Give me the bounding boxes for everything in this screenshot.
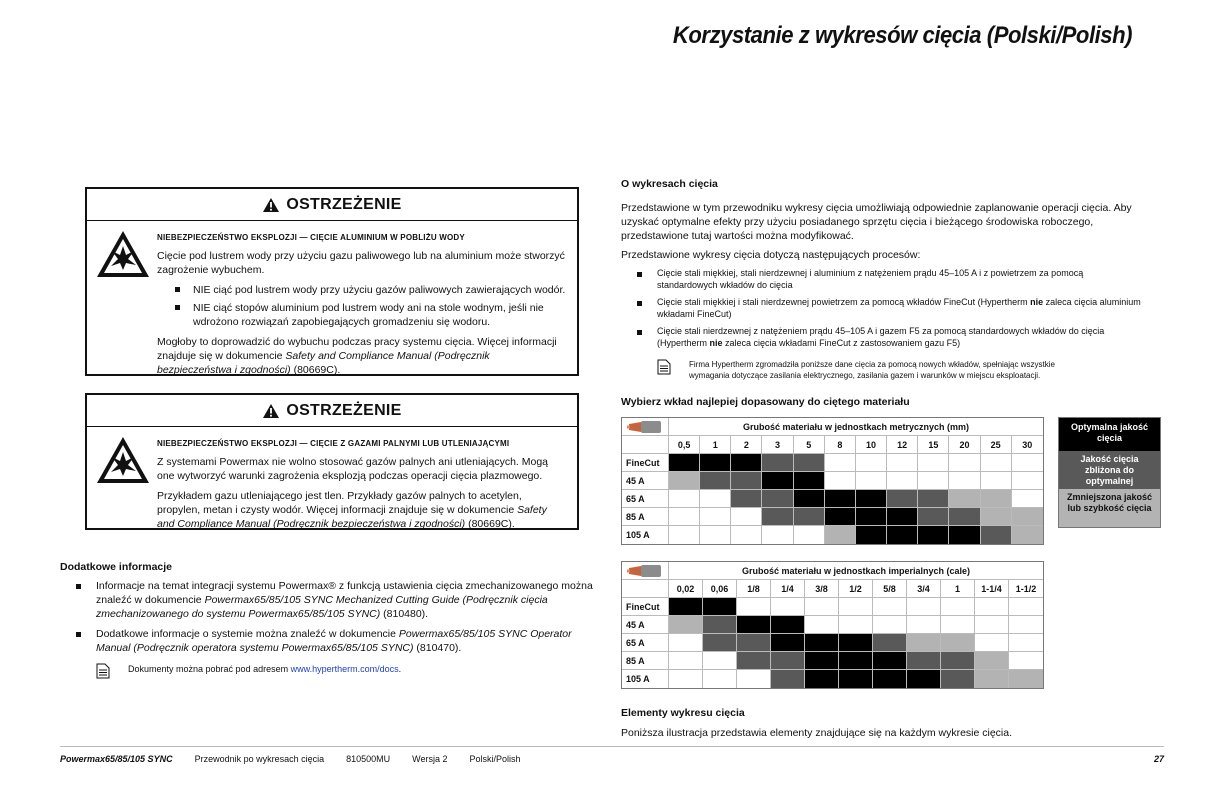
quality-cell [941,616,975,633]
thickness-column-label: 3 [762,436,793,453]
quality-cell [981,472,1012,489]
quality-cell [771,652,805,669]
select-consumable-heading: Wybierz wkład najlepiej dopasowany do ciętego materiału [621,396,910,408]
warning-subheading: NIEBEZPIECZEŃSTWO EKSPLOZJI — CIĘCIE Z GAZAMI PALNYMI LUB UTLENIAJĄCYMI [157,439,510,448]
quality-cell [700,508,731,525]
quality-cell [873,598,907,615]
quality-cell [949,472,980,489]
quality-cell [669,652,703,669]
list-item: Cięcie stali nierdzewnej z natężeniem prądu 45–105 A i gazem F5 za pomocą standardowych wkładów do cięcia (Hypertherm nie zaleca cięcia wkładami FineCut z zastosowaniem gazu F5) [629,325,1144,349]
table-row [622,598,1043,616]
consumable-label: 65 A [622,634,669,651]
legend-optimal: Optymalna jakość cięcia [1059,418,1160,451]
quality-cell [669,508,700,525]
thickness-column-label: 5 [794,436,825,453]
quality-cell [731,472,762,489]
quality-cell [918,454,949,471]
warning-bullet: NIE ciąć pod lustrem wody przy użyciu gazów paliwowych zawierających wodór. [175,283,567,297]
list-item: Informacje na temat integracji systemu Powermax® z funkcją ustawienia cięcia zmechanizowanego można znaleźć w dokumencie Powermax65/85/105 SYNC Mechanized Cutting Guide (Podręcznik cięcia zmechanizowanego do systemu Powermax65/85/105 SYNC) (810480). [68,579,593,621]
quality-cell [762,454,793,471]
thickness-column-label: 1 [941,580,975,597]
quality-cell [669,472,700,489]
quality-cell [731,454,762,471]
thickness-column-label: 1/8 [737,580,771,597]
quality-cell [907,634,941,651]
thickness-column-label: 12 [887,436,918,453]
list-item: Cięcie stali miękkiej, stali nierdzewnej i aluminium z natężeniem prądu 45–105 A i z powietrzem za pomocą standardowych wkładów do cięcia [629,267,1144,291]
chart-elements-text: Poniższa ilustracja przedstawia elementy znajdujące się na każdym wykresie cięcia. [621,727,1013,739]
explosion-icon [95,229,151,279]
consumable-label: 105 A [622,670,669,688]
additional-info-list [68,579,593,661]
thickness-column-label: 30 [1022,439,1033,450]
footer-brand: Powermax65/85/105 SYNC [60,754,173,764]
quality-cell [762,490,793,507]
quality-cell [737,652,771,669]
thickness-column-label: 0,5 [669,436,700,453]
quality-cell [762,526,793,544]
quality-cell [703,616,737,633]
quality-cell [771,616,805,633]
legend-reduced: Zmniejszona jakość lub szybkość cięcia [1059,489,1160,527]
thickness-column-label: 25 [981,436,1012,453]
footer-code: 810500MU [346,754,391,764]
consumable-label: 65 A [622,490,669,507]
torch-consumable-icon [627,420,663,434]
quality-cell [825,472,856,489]
table-row [622,652,1043,670]
quality-cell [1012,526,1043,544]
explosion-icon [95,435,151,485]
quality-cell [856,508,887,525]
quality-cell [1009,652,1043,669]
quality-cell [731,526,762,544]
thickness-column-label: 10 [856,436,887,453]
list-item: Dodatkowe informacje o systemie można znaleźć w dokumencie Powermax65/85/105 SYNC Operator Manual (Podręcznik operatora systemu Powermax65/85/105 SYNC) (810470). [68,627,593,655]
footer-language: Polski/Polish [469,754,521,764]
list-item: Cięcie stali miękkiej i stali nierdzewnej powietrzem za pomocą wkładów FineCut (Hypertherm nie zaleca cięcia aluminium wkładami FineCut) [629,296,1144,320]
consumable-label: 45 A [622,616,669,633]
quality-cell [941,670,975,688]
quality-cell [839,652,873,669]
note-document-icon [657,359,671,375]
chart-elements-heading: Elementy wykresu cięcia [621,707,745,719]
quality-cell [918,490,949,507]
quality-cell [805,634,839,651]
thickness-column-label: 1/4 [771,580,805,597]
thickness-column-label: 3/8 [805,580,839,597]
warning-triangle-icon [262,403,280,419]
warning-heading: OSTRZEŻENIE [87,189,577,221]
page-footer [60,746,1164,764]
quality-cell [703,652,737,669]
quality-cell [771,598,805,615]
quality-cell [1009,634,1043,651]
consumable-label: 45 A [622,472,669,489]
quality-cell [918,508,949,525]
quality-cell [1012,454,1043,471]
quality-cell [1012,508,1043,525]
quality-cell [873,670,907,688]
quality-cell [700,490,731,507]
thickness-header: Grubość materiału w jednostkach imperialnych (cale) [741,565,971,576]
quality-cell [762,508,793,525]
footer-version: Wersja 2 [412,754,448,764]
consumable-label: 85 A [622,508,669,525]
quality-cell [981,508,1012,525]
quality-cell [794,490,825,507]
thickness-column-label: 20 [949,436,980,453]
quality-cell [737,634,771,651]
consumable-label: FineCut [622,454,669,471]
thickness-column-label: 8 [825,436,856,453]
quality-cell [856,454,887,471]
quality-cell [1009,670,1043,688]
table-row [622,616,1043,634]
quality-cell [669,598,703,615]
quality-cell [669,526,700,544]
docs-note: Dokumenty można pobrać pod adresem www.hypertherm.com/docs. [96,663,401,679]
quality-cell [941,598,975,615]
quality-cell [825,454,856,471]
consumable-label: 85 A [622,652,669,669]
quality-cell [669,670,703,688]
quality-cell [669,634,703,651]
quality-cell [981,490,1012,507]
quality-cell [949,490,980,507]
corner-cell [622,436,669,453]
about-heading: O wykresach cięcia [621,178,718,190]
table-row [622,670,1043,688]
quality-cell [825,490,856,507]
warning-reference: Przykładem gazu utleniającego jest tlen. Przykłady gazów palnych to acetylen, propylen, metan i czysty wodór. Więcej informacji znajduje się w dokumencie Safety and Compliance Manual (Podręcznik bezpieczeństwa i zgodności) (80669C). [157,490,547,530]
process-list [629,267,1144,354]
quality-cell [941,652,975,669]
quality-cell [907,652,941,669]
warning-text: Cięcie pod lustrem wody przy użyciu gazu paliwowego lub na aluminium może stworzyć zagrożenie wybuchem. [157,250,565,276]
warning-heading: OSTRZEŻENIE [87,395,577,427]
quality-cell [975,616,1009,633]
quality-cell [856,472,887,489]
warning-triangle-icon [262,197,280,213]
quality-cell [703,634,737,651]
quality-cell [737,598,771,615]
footer-guide: Przewodnik po wykresach cięcia [194,754,325,764]
docs-link[interactable]: www.hypertherm.com/docs [290,664,399,674]
quality-cell [825,508,856,525]
quality-cell [825,526,856,544]
note-document-icon [96,663,110,679]
quality-cell [918,472,949,489]
page-title: Korzystanie z wykresów cięcia (Polski/Polish) [672,22,1132,49]
thickness-column-label: 0,06 [703,580,737,597]
torch-cell [622,418,669,435]
table-row [622,508,1043,526]
thickness-column-label: 15 [918,436,949,453]
thickness-column-label: 1 [700,436,731,453]
table-row [622,490,1043,508]
about-paragraph: Przedstawione w tym przewodniku wykresy cięcia umożliwiają odpowiednie zaplanowanie operacji cięcia. Aby uzyskać optymalne efekty przy użyciu posiadanego sprzętu cięcia i bieżącego środowiska roboczego, przedstawione tutaj wartości można modyfikować. [621,202,1132,242]
quality-cell [703,598,737,615]
quality-cell [700,526,731,544]
thickness-column-label: 0,02 [669,580,703,597]
quality-cell [839,616,873,633]
quality-cell [873,652,907,669]
thickness-column-label: 1-1/2 [1015,583,1037,594]
quality-cell [794,454,825,471]
warning-text: Z systemami Powermax nie wolno stosować gazów palnych ani utleniających. Mogą one wytworzyć warunki zagrożenia eksplozją podczas operacji cięcia plazmowego. [157,456,549,482]
quality-cell [1012,490,1043,507]
quality-cell [700,472,731,489]
quality-cell [856,526,887,544]
thickness-column-label: 2 [731,436,762,453]
quality-cell [887,508,918,525]
thickness-column-label: 1-1/4 [975,580,1009,597]
quality-cell [794,526,825,544]
warning-subheading: NIEBEZPIECZEŃSTWO EKSPLOZJI — CIĘCIE ALUMINIUM W POBLIŻU WODY [157,233,465,242]
quality-cell [975,652,1009,669]
quality-cell [731,508,762,525]
quality-cell [907,598,941,615]
quality-cell [762,472,793,489]
quality-cell [771,670,805,688]
quality-cell [669,490,700,507]
corner-cell [622,580,669,597]
imperial-thickness-chart [621,561,1044,689]
quality-cell [887,454,918,471]
quality-cell [856,490,887,507]
quality-cell [737,670,771,688]
quality-cell [805,616,839,633]
quality-cell [703,670,737,688]
data-note: Firma Hypertherm zgromadziła poniższe dane cięcia za pomocą nowych wkładów, spełniając wszystkie wymagania dotyczące zasilania elektrycznego, zasilania gazem i warunków w miejscu eksploatacji. [657,359,1097,381]
quality-cell [981,526,1012,544]
quality-cell [839,670,873,688]
torch-consumable-icon [627,564,663,578]
table-row [622,454,1043,472]
quality-cell [887,472,918,489]
quality-cell [949,526,980,544]
thickness-column-label: 3/4 [907,580,941,597]
quality-cell [975,598,1009,615]
thickness-column-label: 5/8 [873,580,907,597]
consumable-label: FineCut [622,598,669,615]
quality-cell [771,634,805,651]
quality-cell [737,616,771,633]
quality-cell [949,454,980,471]
quality-cell [794,508,825,525]
quality-cell [839,598,873,615]
quality-cell [887,490,918,507]
quality-cell [907,670,941,688]
table-row [622,634,1043,652]
quality-cell [975,634,1009,651]
quality-cell [941,634,975,651]
quality-cell [1009,598,1043,615]
quality-cell [949,508,980,525]
warning-box-aluminium [85,187,579,376]
quality-cell [975,670,1009,688]
quality-cell [805,652,839,669]
quality-cell [873,634,907,651]
quality-cell [669,454,700,471]
quality-cell [887,526,918,544]
quality-cell [805,598,839,615]
quality-cell [1009,616,1043,633]
quality-cell [805,670,839,688]
torch-cell [622,562,669,579]
consumable-label: 105 A [622,526,669,544]
quality-legend [1058,417,1161,528]
table-row [622,526,1043,544]
warning-box-flammable-gases [85,393,579,530]
quality-cell [731,490,762,507]
quality-cell [981,454,1012,471]
quality-cell [907,616,941,633]
table-row [622,472,1043,490]
warning-bullet: NIE ciąć stopów aluminium pod lustrem wody ani na stole wodnym, jeśli nie wdrożono rozwiązań zapobiegających gromadzeniu się wodoru. [175,301,567,329]
quality-cell [1012,472,1043,489]
about-processes-intro: Przedstawione wykresy cięcia dotyczą następujących procesów: [621,249,921,261]
quality-cell [700,454,731,471]
quality-cell [669,616,703,633]
additional-info-heading: Dodatkowe informacje [60,561,173,573]
thickness-column-label: 1/2 [839,580,873,597]
warning-reference: Mogłoby to doprowadzić do wybuchu podczas pracy systemu cięcia. Więcej informacji znajduje się w dokumencie Safety and Compliance Manual (Podręcznik bezpieczeństwa i zgodności) (80669C). [157,336,557,376]
quality-cell [839,634,873,651]
quality-cell [794,472,825,489]
page-number: 27 [1153,754,1164,764]
quality-cell [918,526,949,544]
quality-cell [873,616,907,633]
metric-thickness-chart [621,417,1044,545]
thickness-header: Grubość materiału w jednostkach metrycznych (mm) [742,421,970,432]
legend-near-optimal: Jakość cięcia zbliżona do optymalnej [1059,451,1160,489]
